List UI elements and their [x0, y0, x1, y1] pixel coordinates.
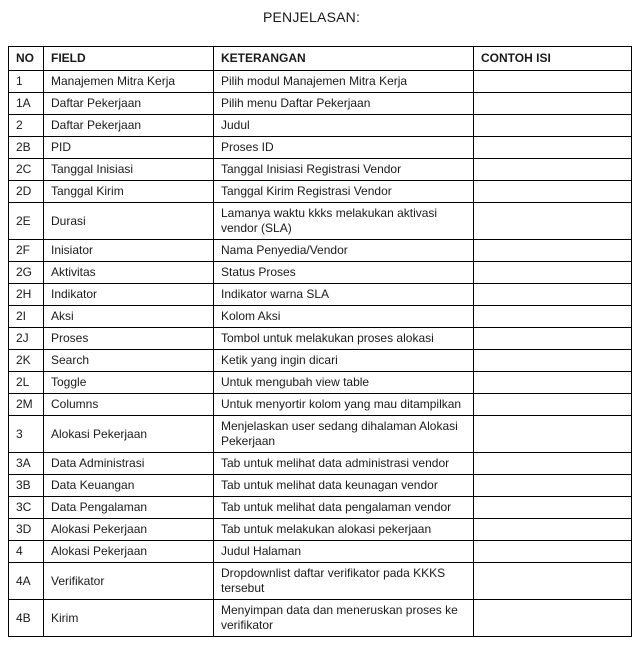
cell-field: Alokasi Pekerjaan	[44, 519, 214, 541]
cell-field: Data Administrasi	[44, 453, 214, 475]
column-header-field: FIELD	[44, 47, 214, 71]
table-row	[9, 394, 632, 416]
page-title: PENJELASAN:	[262, 9, 361, 25]
table-row	[9, 203, 632, 240]
cell-contoh-isi	[474, 416, 632, 453]
cell-field: Tanggal Kirim	[44, 181, 214, 203]
cell-keterangan: Judul	[214, 115, 474, 137]
cell-keterangan: Lamanya waktu kkks melakukan aktivasi vendor (SLA)	[214, 203, 474, 240]
table-row	[9, 350, 632, 372]
cell-no: 2G	[9, 262, 44, 284]
cell-field: Search	[44, 350, 214, 372]
table-body	[9, 71, 632, 637]
cell-contoh-isi	[474, 203, 632, 240]
cell-keterangan: Tab untuk melakukan alokasi pekerjaan	[214, 519, 474, 541]
cell-no: 2I	[9, 306, 44, 328]
table-row	[9, 497, 632, 519]
cell-field: Tanggal Inisiasi	[44, 159, 214, 181]
cell-no: 3D	[9, 519, 44, 541]
cell-field: Indikator	[44, 284, 214, 306]
cell-no: 4B	[9, 600, 44, 637]
header-row	[9, 47, 632, 71]
table-row	[9, 328, 632, 350]
cell-no: 3	[9, 416, 44, 453]
cell-contoh-isi	[474, 137, 632, 159]
table-row	[9, 159, 632, 181]
table-row	[9, 240, 632, 262]
table-row	[9, 284, 632, 306]
cell-field: Toggle	[44, 372, 214, 394]
cell-contoh-isi	[474, 93, 632, 115]
cell-contoh-isi	[474, 240, 632, 262]
cell-no: 2D	[9, 181, 44, 203]
cell-contoh-isi	[474, 71, 632, 93]
cell-no: 2B	[9, 137, 44, 159]
table-row	[9, 306, 632, 328]
cell-field: Alokasi Pekerjaan	[44, 416, 214, 453]
cell-contoh-isi	[474, 306, 632, 328]
cell-keterangan: Proses ID	[214, 137, 474, 159]
cell-field: Daftar Pekerjaan	[44, 115, 214, 137]
cell-field: Kirim	[44, 600, 214, 637]
cell-field: Data Keuangan	[44, 475, 214, 497]
cell-no: 2H	[9, 284, 44, 306]
table-row	[9, 137, 632, 159]
cell-field: Verifikator	[44, 563, 214, 600]
table-row	[9, 262, 632, 284]
table-row	[9, 519, 632, 541]
cell-field: Columns	[44, 394, 214, 416]
cell-no: 2C	[9, 159, 44, 181]
cell-no: 2J	[9, 328, 44, 350]
cell-field: Daftar Pekerjaan	[44, 93, 214, 115]
column-header-no: NO	[9, 47, 44, 71]
cell-keterangan: Untuk menyortir kolom yang mau ditampilkan	[214, 394, 474, 416]
cell-no: 2K	[9, 350, 44, 372]
cell-keterangan: Tanggal Kirim Registrasi Vendor	[214, 181, 474, 203]
cell-no: 2	[9, 115, 44, 137]
cell-contoh-isi	[474, 497, 632, 519]
cell-keterangan: Status Proses	[214, 262, 474, 284]
cell-field: Alokasi Pekerjaan	[44, 541, 214, 563]
column-header-contoh-isi: CONTOH ISI	[474, 47, 632, 71]
cell-contoh-isi	[474, 262, 632, 284]
cell-contoh-isi	[474, 394, 632, 416]
cell-keterangan: Tanggal Inisiasi Registrasi Vendor	[214, 159, 474, 181]
cell-no: 4A	[9, 563, 44, 600]
cell-keterangan: Nama Penyedia/Vendor	[214, 240, 474, 262]
cell-keterangan: Tab untuk melihat data keunagan vendor	[214, 475, 474, 497]
table-row	[9, 541, 632, 563]
cell-contoh-isi	[474, 475, 632, 497]
cell-keterangan: Menjelaskan user sedang dihalaman Alokasi Pekerjaan	[214, 416, 474, 453]
penjelasan-table	[8, 46, 632, 637]
cell-contoh-isi	[474, 519, 632, 541]
cell-no: 2M	[9, 394, 44, 416]
table-row	[9, 453, 632, 475]
cell-keterangan: Tab untuk melihat data pengalaman vendor	[214, 497, 474, 519]
cell-no: 1A	[9, 93, 44, 115]
cell-no: 4	[9, 541, 44, 563]
cell-keterangan: Tombol untuk melakukan proses alokasi	[214, 328, 474, 350]
cell-contoh-isi	[474, 181, 632, 203]
cell-keterangan: Judul Halaman	[214, 541, 474, 563]
cell-no: 3B	[9, 475, 44, 497]
cell-contoh-isi	[474, 600, 632, 637]
cell-no: 3C	[9, 497, 44, 519]
cell-no: 3A	[9, 453, 44, 475]
cell-keterangan: Untuk mengubah view table	[214, 372, 474, 394]
table-row	[9, 600, 632, 637]
cell-no: 2F	[9, 240, 44, 262]
cell-contoh-isi	[474, 541, 632, 563]
cell-keterangan: Kolom Aksi	[214, 306, 474, 328]
cell-field: Data Pengalaman	[44, 497, 214, 519]
table-row	[9, 416, 632, 453]
cell-keterangan: Pilih menu Daftar Pekerjaan	[214, 93, 474, 115]
table-row	[9, 563, 632, 600]
table-row	[9, 181, 632, 203]
cell-contoh-isi	[474, 284, 632, 306]
cell-no: 2L	[9, 372, 44, 394]
cell-field: Aktivitas	[44, 262, 214, 284]
cell-field: PID	[44, 137, 214, 159]
cell-no: 1	[9, 71, 44, 93]
cell-contoh-isi	[474, 159, 632, 181]
cell-contoh-isi	[474, 563, 632, 600]
column-header-keterangan: KETERANGAN	[214, 47, 474, 71]
table-row	[9, 71, 632, 93]
cell-keterangan: Pilih modul Manajemen Mitra Kerja	[214, 71, 474, 93]
cell-field: Inisiator	[44, 240, 214, 262]
cell-field: Aksi	[44, 306, 214, 328]
cell-no: 2E	[9, 203, 44, 240]
cell-field: Manajemen Mitra Kerja	[44, 71, 214, 93]
cell-contoh-isi	[474, 328, 632, 350]
table-row	[9, 93, 632, 115]
cell-keterangan: Menyimpan data dan meneruskan proses ke verifikator	[214, 600, 474, 637]
cell-keterangan: Indikator warna SLA	[214, 284, 474, 306]
cell-keterangan: Ketik yang ingin dicari	[214, 350, 474, 372]
table-row	[9, 372, 632, 394]
cell-field: Durasi	[44, 203, 214, 240]
cell-contoh-isi	[474, 350, 632, 372]
cell-field: Proses	[44, 328, 214, 350]
cell-contoh-isi	[474, 372, 632, 394]
cell-keterangan: Tab untuk melihat data administrasi vendor	[214, 453, 474, 475]
table-row	[9, 475, 632, 497]
cell-contoh-isi	[474, 453, 632, 475]
table-row	[9, 115, 632, 137]
cell-contoh-isi	[474, 115, 632, 137]
cell-keterangan: Dropdownlist daftar verifikator pada KKKS tersebut	[214, 563, 474, 600]
